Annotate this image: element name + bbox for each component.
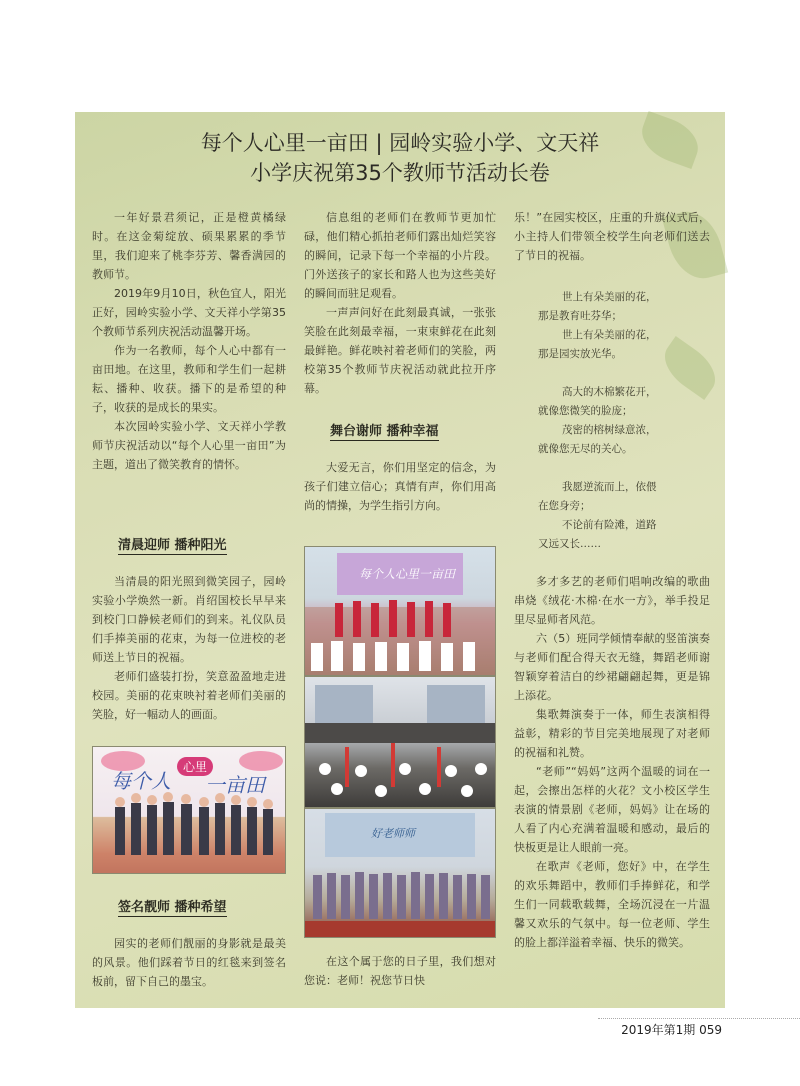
paragraph: 信息组的老师们在教师节更加忙碌，他们精心抓拍老师们露出灿烂笑容的瞬间，记录下每一个幸福的小片段。门外送孩子的家长和路人也为这些美好的瞬间而驻足观看。 [304,211,496,300]
paragraph: 多才多艺的老师们唱响改编的歌曲串烧《绒花·木棉·在水一方》，举手投足里尽显师者风范。 [514,575,710,626]
column-1-part-3 [92,934,286,991]
poem-line: 茂密的榕树绿意浓， [562,424,657,436]
paragraph: 2019年9月10日，秋色宜人，阳光正好，园岭实验小学、文天祥小学第35个教师节系列庆祝活动温馨开场。 [92,287,286,338]
column-2-part-2 [304,458,496,515]
photo-welcome-banner [92,746,286,874]
poem-line [538,459,710,478]
title-line-2: 小学庆祝第35个教师节活动长卷 [250,161,550,185]
paragraph: 在这个属于您的日子里，我们想对您说：老师！祝您节日快 [304,955,496,987]
poem-line: 我愿逆流而上，依偎 [562,481,657,493]
heading-text: 签名靓师 播种希望 [118,900,227,915]
banner-text-2: 心里 [177,757,213,776]
poem-line: 世上有朵美丽的花， [562,291,657,303]
footer-divider [598,1018,800,1019]
paragraph: 园实的老师们靓丽的身影就是最美的风景。他们踩着节日的红毯来到签名板前，留下自己的墨宝。 [92,937,286,988]
paragraph: 作为一名教师，每个人心中都有一亩田地。在这里，教师和学生们一起耕耘、播种、收获。播下的是希望的种子，收获的是成长的果实。 [92,344,286,414]
poem-line [538,364,710,383]
poem-line: 高大的木棉繁花开， [562,386,657,398]
paragraph: 集歌舞演奏于一体，师生表演相得益彰，精彩的节目完美地展现了对老师的祝福和礼赞。 [514,708,710,759]
photo-illustration [305,677,495,807]
section-heading-1 [92,536,286,555]
photo-flag-ceremony [304,676,496,808]
paragraph: “老师”“妈妈”这两个温暖的词在一起，会擦出怎样的火花？文小校区学生表演的情景剧《老师，妈妈》让在场的人看了内心充满着温暖和感动，最后的快板更是让人眼前一亮。 [514,765,710,854]
photo-teachers-group [304,808,496,938]
poem-line: 那是教育吐芬华； [538,310,622,322]
banner-text-1: 每个人 [111,769,171,793]
column-1-part-2 [92,572,286,724]
poem-line: 又远又长…… [538,538,601,550]
page-title [75,128,725,188]
banner-text: 每个人心里一亩田 [359,567,456,581]
paragraph: 六（5）班同学倾情奉献的竖笛演奏与老师们配合得天衣无缝，舞蹈老师谢智颖穿着洁白的纱裙翩翩起舞，更是锦上添花。 [514,632,710,702]
poem-line: 就像您微笑的脸庞； [538,405,633,417]
column-2-part-3 [304,952,496,990]
paragraph: 大爱无言，你们用坚定的信念，为孩子们建立信心；真情有声，你们用高尚的情操，为学生指引方向。 [304,461,496,512]
page-footer: 2019年第1期 059 [621,1023,722,1037]
poem-line: 就像您无尽的关心。 [538,443,633,455]
paragraph: 一年好景君须记，正是橙黄橘绿时。在这金菊绽放、硕果累累的季节里，我们迎来了桃李芬芳、馨香满园的教师节。 [92,211,286,281]
paragraph: 在歌声《老师，您好》中，在学生的欢乐舞蹈中，教师们手捧鲜花，和学生们一同载歌载舞，全场沉浸在一片温馨又欢乐的气氛中。每一位老师、学生的脸上都洋溢着幸福、快乐的微笑。 [514,860,710,949]
heading-text: 清晨迎师 播种阳光 [118,538,227,553]
poem-line: 世上有朵美丽的花， [562,329,657,341]
column-3 [514,208,710,265]
poem [538,288,710,554]
banner-text-3: 一亩田 [205,773,265,797]
section-heading-2 [92,898,286,917]
heading-text: 舞台谢师 播种幸福 [330,424,439,439]
banner-text: 好老师师 [371,827,415,840]
paragraph: 本次园岭实验小学、文天祥小学教师节庆祝活动以“每个人心里一亩田”为主题，道出了微笑教育的情怀。 [92,420,286,471]
poem-line: 在您身旁； [538,500,591,512]
column-1 [92,208,286,474]
poem-line: 不论前有险滩，道路 [562,519,657,531]
paragraph: 老师们盛装打扮，笑意盈盈地走进校园。美丽的花束映衬着老师们美丽的笑脸，好一幅动人的画面。 [92,670,286,721]
poem-line: 那是园实放光华。 [538,348,622,360]
paragraph: 一声声问好在此刻最真诚，一张张笑脸在此刻最幸福，一束束鲜花在此刻最鲜艳。鲜花映衬着老师们的笑脸，两校第35个教师节庆祝活动就此拉开序幕。 [304,306,496,395]
column-3-part-2 [514,572,710,952]
paragraph: 乐！”在园实校区，庄重的升旗仪式后，小主持人们带领全校学生向老师们送去了节日的祝福。 [514,211,710,262]
title-line-1: 每个人心里一亩田 | 园岭实验小学、文天祥 [200,131,600,155]
photo-stage-performance [304,546,496,676]
column-2 [304,208,496,398]
section-heading-3 [304,422,496,441]
paragraph: 当清晨的阳光照到微笑园子，园岭实验小学焕然一新。肖绍国校长早早来到校门口静候老师们的到来。礼仪队员们手捧美丽的花束，为每一位进校的老师送上节日的祝福。 [92,575,286,664]
